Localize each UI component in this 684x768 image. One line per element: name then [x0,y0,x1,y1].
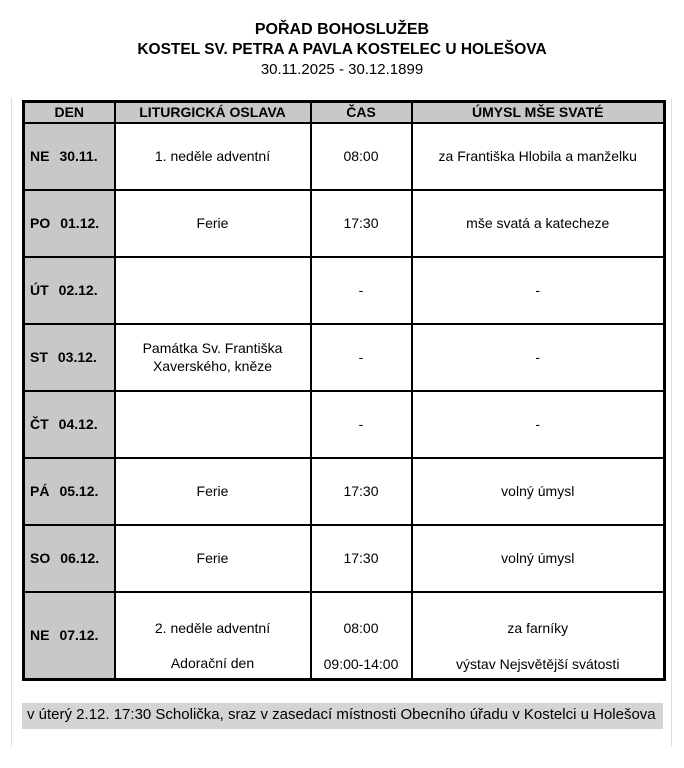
document-header [0,0,684,80]
day-date: 07.12. [59,627,99,644]
day-cell [24,458,115,525]
day-abbr: ÚT [30,282,49,298]
celebration-cell: Ferie [115,525,311,592]
day-abbr: SO [30,550,51,566]
intention-cell [412,592,665,680]
day-date: 04.12. [58,416,98,432]
table-row [24,123,665,190]
time-cell: 17:30 [311,190,412,257]
intention-line-1: za farníky [507,620,569,636]
day-cell [24,190,115,257]
day-abbr: PÁ [30,483,50,499]
intention-cell: - [412,257,665,324]
celebration-cell: Ferie [115,190,311,257]
table-row [24,257,665,324]
celebration-cell: 1. neděle adventní [115,123,311,190]
celebration-line-1: 2. neděle adventní [154,620,271,636]
celebration-cell [115,391,311,458]
table-header-row [24,102,665,123]
day-cell [24,391,115,458]
day-date: 05.12. [59,483,99,499]
time-line-2: 09:00-14:00 [323,655,399,672]
col-header-cas: ČAS [311,102,412,123]
day-date: 30.11. [59,148,98,164]
page-edge-line-right [671,98,672,747]
intention-cell: za Františka Hlobila a manželku [412,123,665,190]
time-line-1: 08:00 [343,620,379,636]
table-row [24,525,665,592]
intention-cell: volný úmysl [412,525,665,592]
footer-note: v úterý 2.12. 17:30 Scholička, sraz v zasedací místnosti Obecního úřadu v Kostelci u Holešova [22,703,663,729]
day-abbr: ČT [30,416,49,432]
day-abbr: ST [30,349,48,365]
time-cell: 17:30 [311,458,412,525]
table-row [24,324,665,391]
celebration-cell: Památka Sv. Františka Xaverského, kněze [115,324,311,391]
intention-cell: - [412,391,665,458]
celebration-cell: Ferie [115,458,311,525]
table-row [24,391,665,458]
day-date: 01.12. [60,215,100,231]
day-abbr: NE [30,148,50,164]
col-header-umysl: ÚMYSL MŠE SVATÉ [412,102,665,123]
time-cell: 08:00 [311,123,412,190]
day-date: 06.12. [60,550,100,566]
intention-line-2: výstav Nejsvětější svátosti [456,655,620,672]
intention-cell: volný úmysl [412,458,665,525]
day-cell [24,592,115,680]
day-cell [24,123,115,190]
page-edge-line-left [11,98,12,747]
day-cell [24,525,115,592]
table-row [24,592,665,680]
time-cell: - [311,257,412,324]
table-row [24,458,665,525]
day-abbr: PO [30,215,51,231]
intention-cell: mše svatá a katecheze [412,190,665,257]
celebration-cell [115,257,311,324]
time-cell: 17:30 [311,525,412,592]
celebration-cell [115,592,311,680]
time-cell [311,592,412,680]
day-abbr: NE [30,627,50,644]
intention-cell: - [412,324,665,391]
col-header-den: DEN [24,102,115,123]
day-date: 02.12. [58,282,98,298]
page-title: POŘAD BOHOSLUŽEB [254,21,430,38]
date-range: 30.11.2025 - 30.12.1899 [260,61,424,78]
day-cell [24,324,115,391]
day-date: 03.12. [57,349,97,365]
time-cell: - [311,391,412,458]
table-row [24,190,665,257]
church-name: KOSTEL SV. PETRA A PAVLA KOSTELEC U HOLEŠOVA [137,41,547,58]
schedule-table [22,100,666,681]
time-cell: - [311,324,412,391]
col-header-oslava: LITURGICKÁ OSLAVA [115,102,311,123]
day-cell [24,257,115,324]
celebration-line-2: Adorační den [170,654,255,671]
